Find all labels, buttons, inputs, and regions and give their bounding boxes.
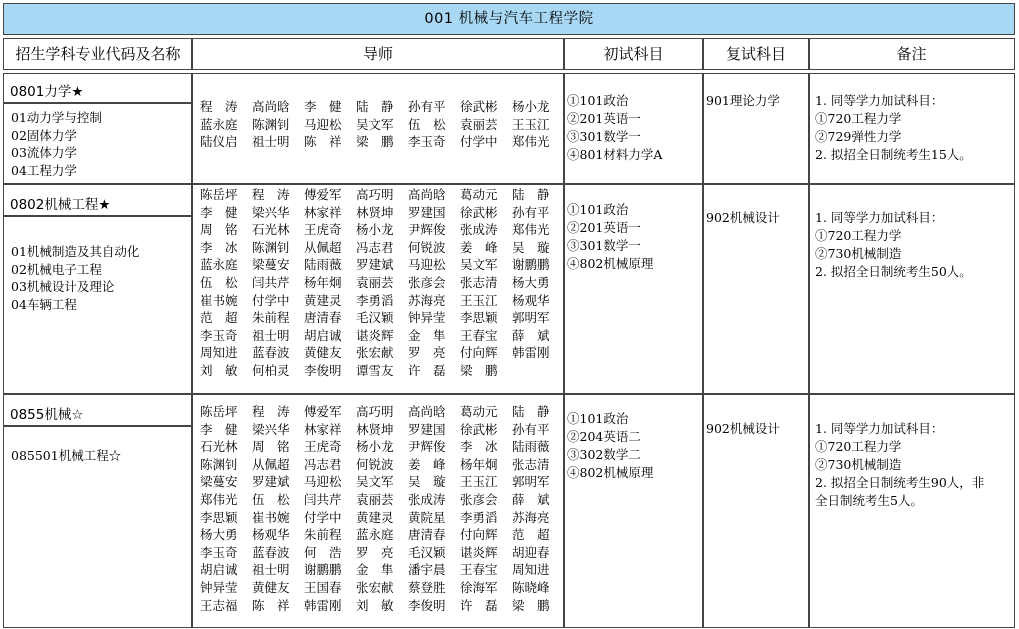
advisor-name: 何 浩	[304, 544, 342, 560]
advisor-name: 姜 峰	[408, 456, 446, 472]
advisor-name: 冯志君	[304, 456, 342, 472]
advisor-name: 韩雷刚	[304, 597, 342, 613]
advisor-name: 薛 斌	[512, 491, 550, 507]
advisor-name: 付向辉	[460, 345, 498, 361]
advisor-name: 蓝永庭	[200, 116, 238, 132]
note-line: ①720工程力学	[815, 111, 902, 126]
advisor-name: 袁丽芸	[356, 274, 394, 290]
advisor-name: 许 磊	[460, 597, 498, 613]
advisor-name: 杨观华	[512, 292, 550, 308]
advisor-name: 郑伟光	[200, 491, 238, 507]
major-cell	[3, 393, 193, 427]
advisor-name: 范 超	[200, 310, 238, 326]
advisor-name: 崔书婉	[200, 292, 238, 308]
note-line: 1. 同等学力加试科目：	[815, 421, 944, 436]
advisor-name: 郑伟光	[512, 134, 550, 150]
advisor-name: 祖士明	[252, 134, 290, 150]
advisor-name: 李玉奇	[200, 544, 238, 560]
advisor-name: 王志福	[200, 597, 238, 613]
advisor-name: 李思颖	[200, 509, 238, 525]
sub-direction-cell	[3, 215, 193, 395]
note-line: 全日制统考生5人。	[815, 493, 923, 508]
exam1-subject: ③301数学一	[567, 238, 641, 253]
note-line: 1. 同等学力加试科目：	[815, 210, 944, 225]
advisor-name: 陈渊钊	[200, 456, 238, 472]
advisor-name: 何柏灵	[252, 362, 290, 378]
note-line: 1. 同等学力加试科目：	[815, 93, 944, 108]
advisor-name: 杨小龙	[356, 439, 394, 455]
advisor-name: 毛汉颖	[408, 544, 446, 560]
advisor-name: 王春宝	[460, 562, 498, 578]
header-advisor: 导师	[191, 38, 565, 70]
advisor-name: 张成涛	[460, 222, 498, 238]
advisor-name: 冯志君	[356, 239, 394, 255]
advisor-name: 吴文军	[356, 116, 394, 132]
advisor-name: 吴 璇	[512, 239, 550, 255]
header-major: 招生学科专业代码及名称	[3, 38, 193, 70]
advisor-name: 谢鹏鹏	[512, 257, 550, 273]
advisor-name: 郭明军	[512, 310, 550, 326]
advisor-name: 陆 静	[356, 99, 394, 114]
advisor-name: 吴 璇	[408, 474, 446, 490]
major-name: 0802机械工程★	[10, 197, 111, 213]
advisor-name: 罗建斌	[356, 257, 394, 273]
advisor-name: 李俊明	[304, 362, 342, 378]
note-line: ②729弹性力学	[815, 129, 902, 144]
advisor-name: 韩雷刚	[512, 345, 550, 361]
advisor-name: 杨年炯	[460, 456, 498, 472]
advisor-name: 徐武彬	[460, 99, 498, 114]
advisor-name: 薛 斌	[512, 327, 550, 343]
advisor-name: 李玉奇	[200, 327, 238, 343]
advisor-name: 傅爱军	[304, 187, 342, 202]
advisor-name: 朱前程	[304, 527, 342, 543]
advisor-name: 周知进	[200, 345, 238, 361]
advisor-name: 付学中	[460, 134, 498, 150]
advisor-name: 林贤坤	[356, 421, 394, 437]
advisor-name: 黄院星	[408, 509, 446, 525]
exam1-subject: ③301数学一	[567, 129, 641, 144]
advisor-name: 付学中	[304, 509, 342, 525]
sub-direction: 02固体力学	[11, 127, 77, 143]
advisor-name: 金 隼	[356, 562, 394, 578]
advisor-name: 李玉奇	[408, 134, 446, 150]
advisor-name: 程 涛	[200, 99, 238, 114]
advisor-name: 陈岳坪	[200, 187, 238, 202]
advisor-name: 陈 祥	[252, 597, 290, 613]
advisor-name: 李勇滔	[356, 292, 394, 308]
advisor-name: 谌炎辉	[460, 544, 498, 560]
advisor-name: 梁 鹏	[460, 362, 498, 378]
college-title: 001 机械与汽车工程学院	[3, 3, 1015, 35]
advisor-name: 高巧明	[356, 187, 394, 202]
advisor-name: 杨大勇	[512, 274, 550, 290]
advisor-name: 李勇滔	[460, 509, 498, 525]
advisor-name: 谌炎辉	[356, 327, 394, 343]
sub-direction-cell	[3, 425, 193, 628]
advisor-name: 刘 敏	[200, 362, 238, 378]
advisor-name: 徐武彬	[460, 421, 498, 437]
advisor-name: 梁蔓安	[200, 474, 238, 490]
advisor-name: 徐海军	[460, 579, 498, 595]
sub-direction: 03流体力学	[11, 145, 77, 160]
advisor-name: 陆雨薇	[304, 257, 342, 273]
advisor-name: 孙有平	[512, 204, 550, 220]
advisor-name: 吴文军	[356, 474, 394, 490]
note-line: ②730机械制造	[815, 457, 902, 472]
advisor-name: 钟异莹	[408, 310, 446, 326]
advisor-name: 陈晓峰	[512, 579, 550, 595]
advisor-name: 闫共芹	[304, 491, 342, 507]
sub-direction: 085501机械工程☆	[11, 448, 122, 463]
exam2-cell	[702, 73, 810, 185]
exam2-cell	[702, 393, 810, 628]
exam2-cell	[702, 183, 810, 395]
advisor-name: 王玉江	[512, 116, 550, 132]
advisor-name: 张志清	[512, 456, 550, 472]
advisor-name: 范 超	[512, 527, 550, 543]
advisor-name: 钟异莹	[200, 579, 238, 595]
advisor-name: 梁 鹏	[512, 597, 550, 613]
exam2-subject: 902机械设计	[706, 421, 780, 436]
advisor-name: 罗建国	[408, 421, 446, 437]
advisor-name: 罗建国	[408, 204, 446, 220]
exam1-subject: ②201英语一	[567, 220, 641, 235]
header-exam1: 初试科目	[563, 38, 704, 70]
exam1-subject: ①101政治	[567, 411, 629, 426]
exam2-subject: 901理论力学	[706, 93, 780, 108]
advisor-name: 许 磊	[408, 362, 446, 378]
advisor-name: 郭明军	[512, 474, 550, 490]
sub-direction: 02机械电子工程	[11, 261, 102, 277]
sub-direction: 04车辆工程	[11, 296, 77, 312]
advisor-name: 王虎奇	[304, 439, 342, 455]
advisor-name: 杨年炯	[304, 274, 342, 290]
advisor-name: 尹辉俊	[408, 439, 446, 455]
advisor-name: 陈渊钊	[252, 239, 290, 255]
advisor-name: 杨小龙	[356, 222, 394, 238]
advisor-name: 黄建灵	[304, 292, 342, 308]
advisor-name: 胡启诚	[200, 562, 238, 578]
advisor-name: 高尚晗	[408, 404, 446, 419]
exam1-subject: ④802机械原理	[567, 256, 654, 271]
advisor-name: 姜 峰	[460, 239, 498, 255]
advisor-name: 罗建斌	[252, 474, 290, 490]
exam1-subject: ①101政治	[567, 93, 629, 108]
major-name: 0801力学★	[10, 84, 84, 100]
major-cell	[3, 73, 193, 104]
advisor-name: 高尚晗	[252, 99, 290, 114]
advisor-name: 葛动元	[460, 404, 498, 419]
advisor-name: 张彦会	[408, 274, 446, 290]
exam1-cell	[563, 393, 704, 628]
sub-direction: 04工程力学	[11, 162, 77, 178]
advisor-name: 郑伟光	[512, 222, 550, 238]
sub-direction-cell	[3, 102, 193, 185]
advisor-name: 蓝永庭	[200, 257, 238, 273]
advisor-name: 张志清	[460, 274, 498, 290]
advisor-name: 陈 祥	[304, 134, 342, 150]
advisor-name: 祖士明	[252, 562, 290, 578]
advisor-name: 王虎奇	[304, 222, 342, 238]
advisor-name: 苏海亮	[408, 292, 446, 308]
advisor-name: 张彦会	[460, 491, 498, 507]
advisor-name: 胡启诚	[304, 327, 342, 343]
sub-direction: 01动力学与控制	[11, 110, 102, 125]
note-line: ②730机械制造	[815, 246, 902, 261]
advisor-name: 蓝春波	[252, 544, 290, 560]
note-line: ①720工程力学	[815, 228, 902, 243]
advisor-name: 李思颖	[460, 310, 498, 326]
advisor-name: 金 隼	[408, 327, 446, 343]
notes-cell	[808, 393, 1015, 628]
advisor-name: 袁丽芸	[460, 116, 498, 132]
advisor-name: 王国春	[304, 579, 342, 595]
advisor-name: 蔡登胜	[408, 579, 446, 595]
advisor-name: 潘宇晨	[408, 562, 446, 578]
advisor-name: 唐清春	[304, 310, 342, 326]
advisor-name: 陆仪启	[200, 134, 238, 150]
advisor-name: 张成涛	[408, 491, 446, 507]
note-line: 2. 拟招全日制统考生90人，非	[815, 475, 985, 490]
exam1-subject: ②204英语二	[567, 429, 641, 444]
exam1-cell	[563, 183, 704, 395]
advisor-name: 吴文军	[460, 257, 498, 273]
exam1-subject: ①101政治	[567, 202, 629, 217]
note-line: 2. 拟招全日制统考生50人。	[815, 264, 972, 279]
advisor-name: 黄建灵	[356, 509, 394, 525]
advisor-name: 谢鹏鹏	[304, 562, 342, 578]
advisor-name: 林家祥	[304, 421, 342, 437]
exam1-subject: ③302数学二	[567, 447, 641, 462]
advisor-name: 罗 亮	[408, 345, 446, 361]
note-line: ①720工程力学	[815, 439, 902, 454]
major-name: 0855机械☆	[10, 407, 84, 423]
advisor-name: 蓝永庭	[356, 527, 394, 543]
advisor-name: 周 铭	[200, 222, 238, 238]
header-exam2: 复试科目	[702, 38, 810, 70]
advisor-name: 高巧明	[356, 404, 394, 419]
advisor-cell	[191, 73, 565, 185]
advisor-name: 张宏献	[356, 345, 394, 361]
advisor-name: 从佩超	[252, 456, 290, 472]
advisor-name: 袁丽芸	[356, 491, 394, 507]
advisor-name: 马迎松	[408, 257, 446, 273]
advisor-name: 葛动元	[460, 187, 498, 202]
advisor-name: 高尚晗	[408, 187, 446, 202]
advisor-name: 付向辉	[460, 527, 498, 543]
advisor-name: 孙有平	[512, 421, 550, 437]
advisor-name: 杨小龙	[512, 99, 550, 114]
advisor-name: 梁 鹏	[356, 134, 394, 150]
advisor-name: 程 涛	[252, 187, 290, 202]
advisor-name: 李俊明	[408, 597, 446, 613]
advisor-name: 陈岳坪	[200, 404, 238, 419]
advisor-name: 苏海亮	[512, 509, 550, 525]
notes-cell	[808, 183, 1015, 395]
exam1-cell	[563, 73, 704, 185]
advisor-name: 徐武彬	[460, 204, 498, 220]
advisor-name: 付学中	[252, 292, 290, 308]
advisor-name: 伍 松	[408, 116, 446, 132]
advisor-name: 杨大勇	[200, 527, 238, 543]
advisor-name: 梁兴华	[252, 421, 290, 437]
header-notes: 备注	[808, 38, 1015, 70]
advisor-name: 孙有平	[408, 99, 446, 114]
advisor-name: 何锐波	[356, 456, 394, 472]
advisor-name: 蓝春波	[252, 345, 290, 361]
advisor-name: 傅爱军	[304, 404, 342, 419]
advisor-name: 马迎松	[304, 474, 342, 490]
advisor-name: 尹辉俊	[408, 222, 446, 238]
advisor-name: 唐清春	[408, 527, 446, 543]
advisor-cell	[191, 393, 565, 628]
advisor-name: 朱前程	[252, 310, 290, 326]
advisor-name: 李 健	[304, 99, 342, 114]
exam1-subject: ②201英语一	[567, 111, 641, 126]
exam1-subject: ④802机械原理	[567, 465, 654, 480]
advisor-name: 李 健	[200, 421, 238, 437]
advisor-name: 罗 亮	[356, 544, 394, 560]
advisor-name: 石光林	[252, 222, 290, 238]
advisor-name: 周 铭	[252, 439, 290, 455]
advisor-list	[192, 394, 564, 614]
advisor-name: 谭雪友	[356, 362, 394, 378]
advisor-name: 李 冰	[200, 239, 238, 255]
advisor-name: 王春宝	[460, 327, 498, 343]
advisor-name: 闫共芹	[252, 274, 290, 290]
note-line: 2. 拟招全日制统考生15人。	[815, 147, 972, 162]
advisor-name: 从佩超	[304, 239, 342, 255]
advisor-name: 崔书婉	[252, 509, 290, 525]
advisor-name: 陈渊钊	[252, 116, 290, 132]
advisor-name: 张宏献	[356, 579, 394, 595]
advisor-name: 祖士明	[252, 327, 290, 343]
advisor-name: 林家祥	[304, 204, 342, 220]
advisor-list	[192, 184, 564, 380]
advisor-name: 黄健友	[252, 579, 290, 595]
advisor-name: 何锐波	[408, 239, 446, 255]
advisor-name: 周知进	[512, 562, 550, 578]
advisor-name: 梁兴华	[252, 204, 290, 220]
advisor-name: 陆 静	[512, 187, 550, 202]
sub-direction: 01机械制造及其自动化	[11, 244, 140, 259]
advisor-name: 王玉江	[460, 474, 498, 490]
sub-direction: 03机械设计及理论	[11, 279, 115, 294]
advisor-name: 马迎松	[304, 116, 342, 132]
notes-cell	[808, 73, 1015, 185]
advisor-name: 刘 敏	[356, 597, 394, 613]
advisor-name: 李 冰	[460, 439, 498, 455]
exam1-subject: ④801材料力学A	[567, 147, 663, 162]
advisor-name: 黄健友	[304, 345, 342, 361]
advisor-name: 陆 静	[512, 404, 550, 419]
advisor-name: 林贤坤	[356, 204, 394, 220]
exam2-subject: 902机械设计	[706, 210, 780, 225]
advisor-name: 伍 松	[200, 274, 238, 290]
advisor-name: 李 健	[200, 204, 238, 220]
advisor-name: 梁蔓安	[252, 257, 290, 273]
advisor-cell	[191, 183, 565, 395]
major-cell	[3, 183, 193, 217]
advisor-name: 程 涛	[252, 404, 290, 419]
advisor-name: 石光林	[200, 439, 238, 455]
advisor-name: 杨观华	[252, 527, 290, 543]
advisor-name: 陆雨薇	[512, 439, 550, 455]
advisor-list	[192, 74, 564, 151]
advisor-name: 胡迎春	[512, 544, 550, 560]
advisor-name: 王玉江	[460, 292, 498, 308]
advisor-name: 毛汉颖	[356, 310, 394, 326]
advisor-name: 伍 松	[252, 491, 290, 507]
